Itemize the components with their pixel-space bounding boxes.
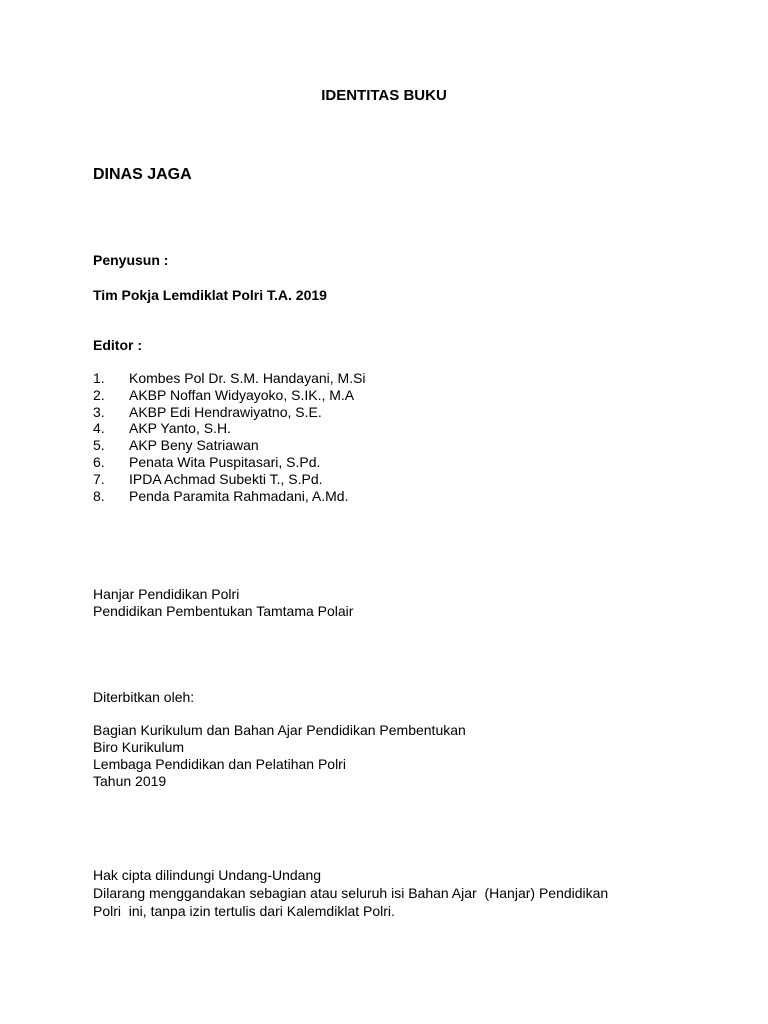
list-number: 1. [93,370,105,386]
list-item [93,488,366,505]
list-item [93,471,366,488]
editor-label: Editor : [93,337,142,353]
list-item [93,420,366,437]
editor-name: IPDA Achmad Subekti T., S.Pd. [129,470,323,487]
editor-name: AKBP Noffan Widyayoko, S.IK., M.A [129,386,355,403]
editor-name: Kombes Pol Dr. S.M. Handayani, M.Si [129,370,366,386]
book-title: DINAS JAGA [93,166,192,183]
list-item [93,387,366,404]
copyright-block [93,866,677,920]
list-item [93,437,366,454]
editor-name: AKP Yanto, S.H. [129,420,231,437]
publisher-label: Diterbitkan oleh: [93,689,195,705]
author-label: Penyusun : [93,252,169,268]
editor-name: Penata Wita Puspitasari, S.Pd. [129,453,321,470]
list-number: 4. [93,420,105,437]
publisher-line-3: Lembaga Pendidikan dan Pelatihan Polri [93,756,346,772]
list-number: 7. [93,470,105,487]
list-number: 6. [93,453,105,470]
list-number: 2. [93,386,105,403]
hanjar-line-1: Hanjar Pendidikan Polri [93,586,240,602]
editor-name: AKP Beny Satriawan [129,437,259,454]
list-item [93,370,366,387]
author-value: Tim Pokja Lemdiklat Polri T.A. 2019 [93,287,327,303]
copyright-line-3: Polri ini, tanpa izin tertulis dari Kalemdiklat Polri. [93,903,395,919]
editor-name: AKBP Edi Hendrawiyatno, S.E. [129,403,322,420]
hanjar-block [93,586,353,620]
editor-list [93,370,366,504]
publisher-line-2: Biro Kurikulum [93,739,185,755]
publisher-block [93,722,466,790]
list-number: 3. [93,403,105,420]
publisher-line-4: Tahun 2019 [93,773,167,789]
list-item [93,404,366,421]
copyright-line-2: Dilarang menggandakan sebagian atau seluruh isi Bahan Ajar (Hanjar) Pendidikan [93,885,609,901]
list-number: 5. [93,437,105,454]
list-number: 8. [93,487,105,504]
hanjar-line-2: Pendidikan Pembentukan Tamtama Polair [93,603,354,619]
page-heading: IDENTITAS BUKU [321,87,447,104]
copyright-line-1: Hak cipta dilindungi Undang-Undang [93,867,322,883]
editor-name: Penda Paramita Rahmadani, A.Md. [129,487,349,504]
list-item [93,454,366,471]
publisher-line-1: Bagian Kurikulum dan Bahan Ajar Pendidikan Pembentukan [93,722,466,738]
